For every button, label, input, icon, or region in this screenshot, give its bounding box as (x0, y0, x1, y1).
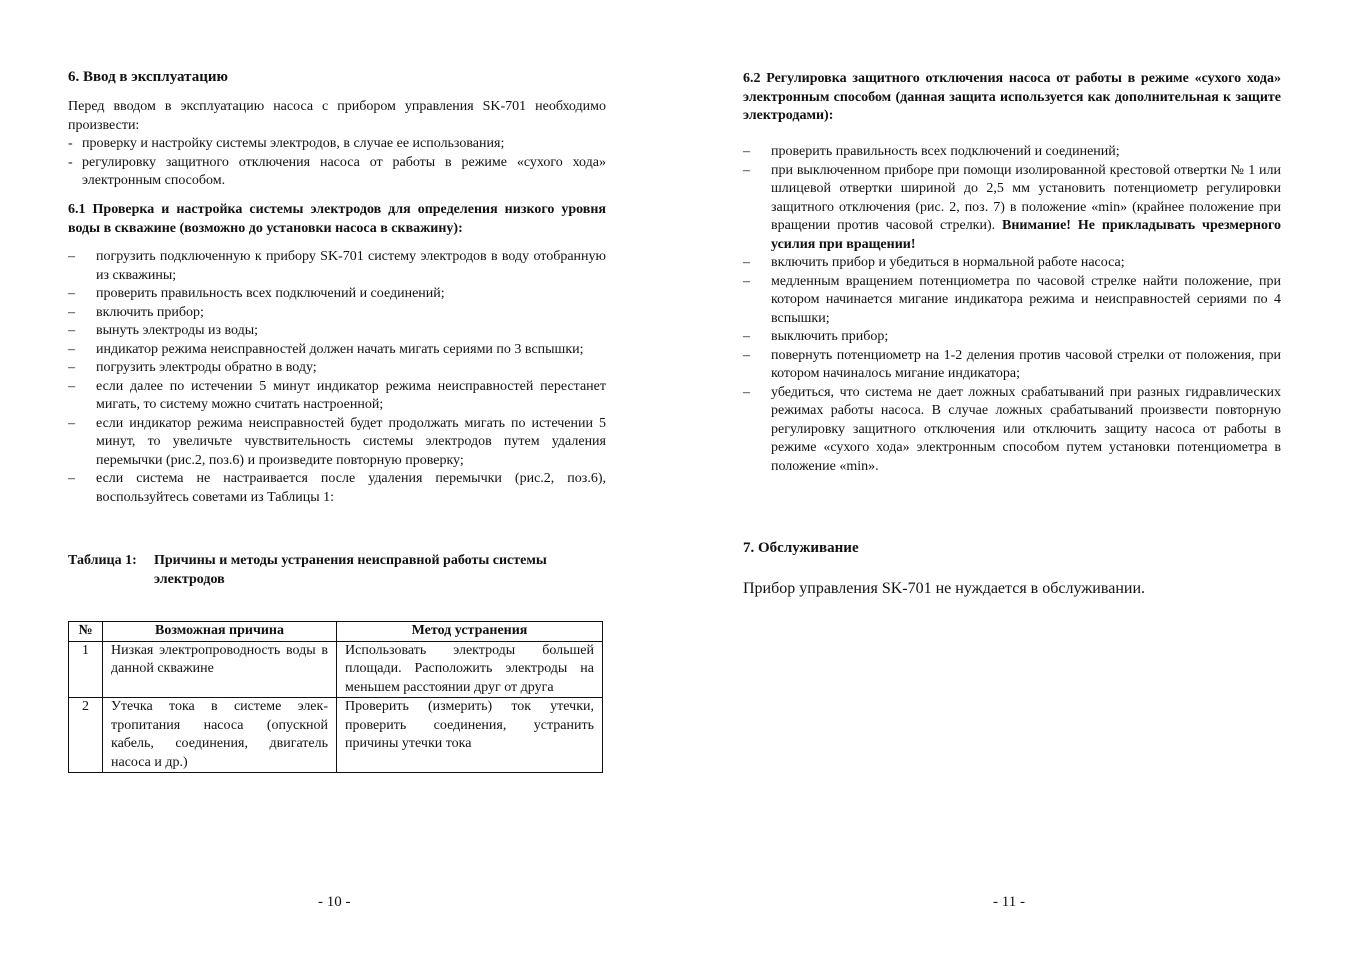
header-method: Метод устранения (337, 622, 603, 642)
intro-list (68, 135, 606, 191)
section-6-2-list (743, 143, 1281, 476)
list-item: – если далее по истечении 5 минут индикатор режима неисправностей перестанет мигать, то систему можно считать настроенной; (68, 378, 606, 415)
list-item: – индикатор режима неисправностей должен начать мигать сериями по 3 вспышки; (68, 341, 606, 360)
list-item-text: включить прибор и убедиться в нормальной работе насоса; (771, 255, 1125, 270)
cell-num: 1 (69, 641, 103, 698)
list-item: – включить прибор; (68, 304, 606, 323)
section-7-text: Прибор управления SK-701 не нуждается в обслуживании. (743, 580, 1145, 597)
table-caption (68, 551, 606, 589)
cell-cause: Низкая электропроводность воды в данной скважине (103, 641, 337, 698)
list-item (743, 328, 1281, 347)
section-6-2-title: 6.2 Регулировка защитного отключения насоса от работы в режиме «сухого хода» электронным способом (данная защита используется как дополнительная к защите электродами): (743, 71, 1281, 123)
intro-text: Перед вводом в эксплуатацию насоса с прибором управления SK-701 необходимо произвести: (68, 99, 606, 133)
page-number-left: - 10 - (318, 894, 351, 910)
list-item (743, 143, 1281, 162)
list-item-text: убедиться, что система не дает ложных срабатываний при разных гидравлических режимах работы насоса. В случае ложных срабатываний произвести повторную регулировку защитного отключения или отключить защиту насоса от работы в режиме «сухого хода» электронным способом путем установки потенциометра в положение «min». (771, 384, 1281, 474)
cell-method: Проверить (измерить) ток утечки, проверить соединения, устранить причины утечки тока (337, 698, 603, 773)
list-item (743, 384, 1281, 477)
section-6-intro (68, 98, 606, 191)
list-item-text: выключить прибор; (771, 329, 889, 344)
list-item (743, 162, 1281, 255)
table-caption-label: Таблица 1: (68, 553, 137, 568)
list-item: – если индикатор режима неисправностей будет продолжать мигать по истечении 5 минут, то увеличьте чувствительность системы электродов путем удаления перемычки (рис.2, поз.6) и произведите повторную проверку; (68, 415, 606, 471)
list-item (743, 347, 1281, 384)
right-page (743, 0, 1281, 954)
table-row (69, 641, 603, 698)
cell-method: Использовать электроды большей площади. Расположить электроды на меньшем расстоянии друг от друга (337, 641, 603, 698)
list-item: – вынуть электроды из воды; (68, 322, 606, 341)
list-item-text: проверить правильность всех подключений и соединений; (771, 144, 1120, 159)
section-6-1-title: 6.1 Проверка и настройка системы электродов для определения низкого уровня воды в скважине (возможно до установки насоса в скважину): (68, 202, 606, 236)
cell-cause: Утечка тока в системе элек-тропитания насоса (опускной кабель, соединения, двигатель насоса и др.) (103, 698, 337, 773)
header-cause: Возможная причина (103, 622, 337, 642)
section-6-1-list (68, 248, 606, 507)
list-item (743, 273, 1281, 329)
cell-num: 2 (69, 698, 103, 773)
warning-text: Внимание! Не прикладывать чрезмерного усилия при вращении! (771, 218, 1281, 252)
list-item: – если система не настраивается после удаления перемычки (рис.2, поз.6), воспользуйтесь советами из Таблицы 1: (68, 470, 606, 507)
list-item-text: медленным вращением потенциометра по часовой стрелке найти положение, при котором начинается мигание индикатора режима и неисправностей сериями по 4 вспышки; (771, 273, 1281, 326)
header-num: № (69, 622, 103, 642)
troubleshooting-table (68, 621, 603, 773)
left-page (68, 0, 606, 954)
table-header-row (69, 622, 603, 642)
section-6-title: 6. Ввод в эксплуатацию (68, 69, 228, 85)
list-item-text: при выключенном приборе при помощи изолированной крестовой отвертки № 1 или шлицевой отвертки шириной до 2,5 мм установить потенциометр регулировки защитного отключения (рис. 2, поз. 7) в положение «min» (крайнее положение при вращении против часовой стрелки). (771, 162, 1281, 233)
list-item (743, 254, 1281, 273)
list-item: – погрузить электроды обратно в воду; (68, 359, 606, 378)
page-number-right: - 11 - (993, 894, 1025, 910)
list-item-text: повернуть потенциометр на 1-2 деления против часовой стрелки от положения, при котором начиналось мигание индикатора; (771, 347, 1281, 381)
intro-item: - проверку и настройку системы электродов, в случае ее использования; (68, 135, 606, 154)
table-row (69, 698, 603, 773)
section-7-title: 7. Обслуживание (743, 540, 859, 556)
table-caption-text: Причины и методы устранения неисправной работы системы электродов (154, 553, 547, 587)
list-item: – погрузить подключенную к прибору SK-701 систему электродов в воду отобранную из скважины; (68, 248, 606, 285)
intro-item: - регулировку защитного отключения насоса от работы в режиме «сухого хода» электронным способом. (68, 154, 606, 191)
list-item: – проверить правильность всех подключений и соединений; (68, 285, 606, 304)
